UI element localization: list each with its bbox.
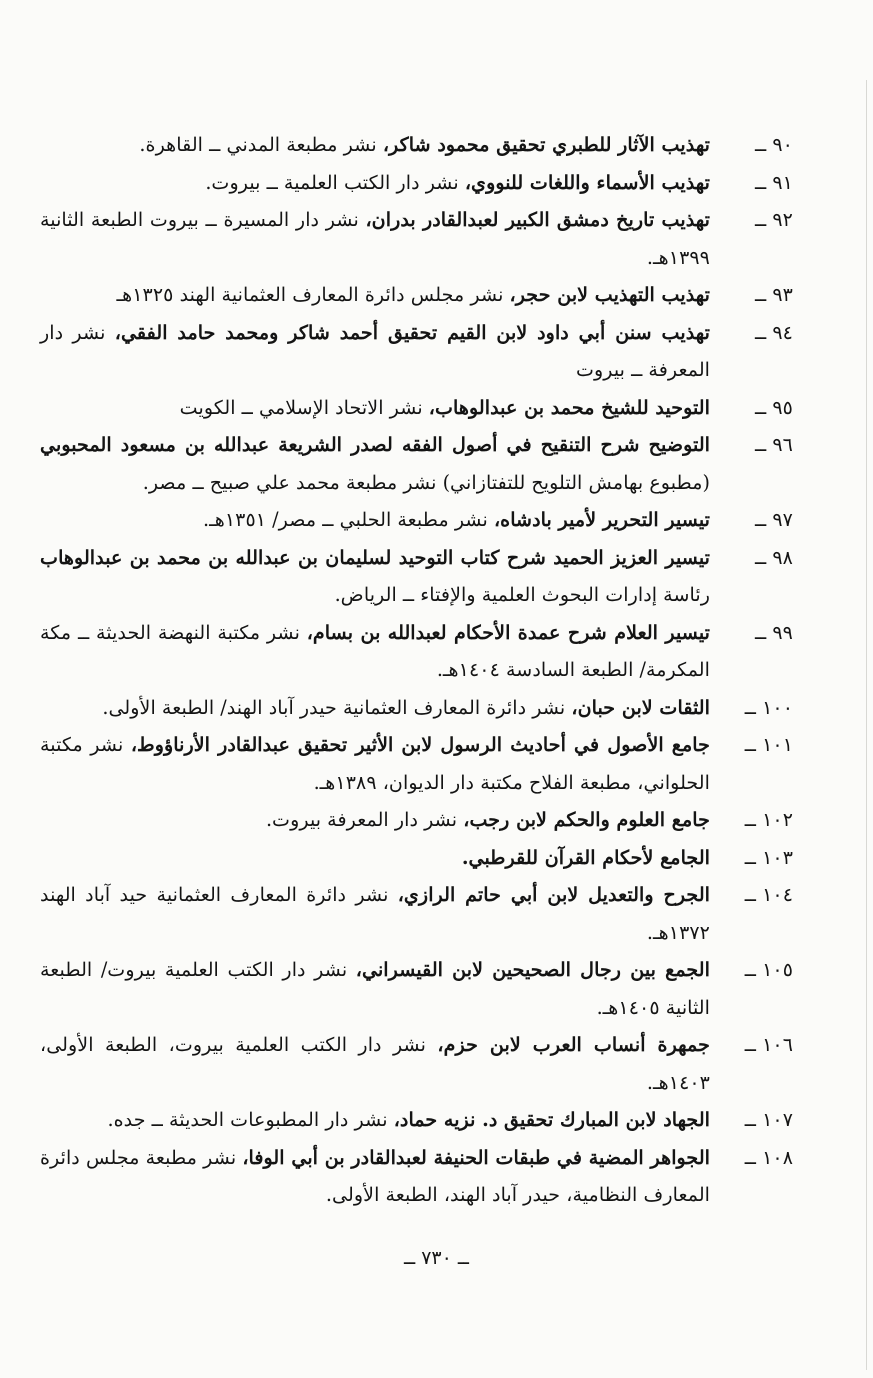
entry-title: التوضيح شرح التنقيح في أصول الفقه لصدر الشريعة عبدالله بن مسعود المحبوبي [40, 433, 710, 456]
entry-number: ٩٤ ــ [755, 320, 793, 344]
bibliography-entry [40, 876, 793, 951]
entry-number: ٩٩ ــ [755, 620, 793, 644]
entry-number: ١٠٧ ــ [744, 1108, 793, 1131]
entry-title: التوحيد للشيخ محمد بن عبدالوهاب، [428, 395, 710, 419]
bibliography-entry [40, 539, 793, 614]
bibliography-entry [40, 839, 793, 877]
entry-details: نشر دار المعرفة بيروت. [265, 808, 464, 831]
entry-details: نشر مطبعة الحلبي ــ مصر/ ١٣٥١هـ. [202, 508, 494, 531]
entry-number: ١٠١ ــ [744, 733, 793, 756]
entry-title: الجواهر المضية في طبقات الحنيفة لعبدالقادر بن أبي الوفا، [242, 1145, 710, 1169]
entry-title: تهذيب تاريخ دمشق الكبير لعبدالقادر بدران، [365, 208, 710, 231]
entry-title: تهذيب الأسماء واللغات للنووي، [464, 170, 710, 194]
entry-title: الجهاد لابن المبارك تحقيق د. نزيه حماد، [393, 1108, 710, 1131]
bibliography-entry [40, 1101, 793, 1139]
entry-details: نشر دار الكتب العلمية ــ بيروت. [205, 170, 465, 194]
entry-title: الجامع لأحكام القرآن للقرطبي. [461, 845, 710, 869]
bibliography-entry [40, 801, 793, 839]
entry-number: ٩٣ ــ [755, 283, 793, 306]
bibliography-entry [40, 164, 793, 202]
bibliography-entry [40, 614, 793, 689]
entry-title: تهذيب التهذيب لابن حجر، [509, 283, 710, 306]
entry-details: نشر دار المطبوعات الحديثة ــ جده. [107, 1108, 394, 1131]
entry-title: تهذيب الآثار للطبري تحقيق محمود شاكر، [382, 133, 710, 156]
entry-number: ٩٢ ــ [755, 208, 793, 231]
bibliography-entry [40, 951, 793, 1026]
bibliography-entry [40, 126, 793, 164]
bibliography-entry [40, 426, 793, 501]
bibliography-entry [40, 689, 793, 727]
bibliography-entry [40, 1026, 793, 1101]
entry-number: ١٠٥ ــ [744, 958, 793, 981]
entry-details: نشر دار المسيرة ــ بيروت الطبعة الثانية ١٣٩٩هـ. [40, 208, 710, 269]
entry-details: (مطبوع بهامش التلويح للتفتازاني) نشر مطبعة محمد علي صبيح ــ مصر. [142, 470, 710, 494]
entry-details: رئاسة إدارات البحوث العلمية والإفتاء ــ الرياض. [334, 583, 710, 606]
bibliography-entry [40, 501, 793, 539]
entry-number: ١٠٣ ــ [744, 845, 793, 869]
entry-title: تيسير العزيز الحميد شرح كتاب التوحيد لسليمان بن عبدالله بن محمد بن عبدالوهاب [40, 545, 710, 569]
entry-details: نشر دائرة المعارف العثمانية حيدر آباد الهند/ الطبعة الأولى. [102, 695, 572, 719]
entry-number: ١٠٦ ــ [744, 1033, 793, 1056]
bibliography-entry [40, 201, 793, 276]
bibliography-entry [40, 314, 793, 389]
entry-number: ١٠٤ ــ [744, 883, 793, 906]
entry-details: نشر مجلس دائرة المعارف العثمانية الهند ١٣٢٥هـ [116, 283, 510, 306]
page-edge-line [866, 80, 867, 1370]
entry-number: ١٠٨ ــ [744, 1145, 793, 1169]
entry-title: تهذيب سنن أبي داود لابن القيم تحقيق أحمد شاكر ومحمد حامد الفقي، [114, 320, 710, 344]
entry-title: الجمع بين رجال الصحيحين لابن القيسراني، [355, 958, 710, 981]
entry-number: ٩٧ ــ [755, 508, 793, 531]
entry-title: تيسير العلام شرح عمدة الأحكام لعبدالله بن بسام، [306, 620, 711, 644]
entry-number: ٩٨ ــ [755, 545, 793, 569]
entry-details: نشر مكتبة الحلواني، مطبعة الفلاح مكتبة دار الديوان، ١٣٨٩هـ. [40, 733, 710, 794]
entry-number: ٩٥ ــ [755, 395, 793, 419]
entry-details: نشر مكتبة النهضة الحديثة ــ مكة المكرمة/ الطبعة السادسة ١٤٠٤هـ. [40, 620, 710, 681]
entry-title: تيسير التحرير لأمير بادشاه، [493, 508, 710, 531]
entry-details: نشر الاتحاد الإسلامي ــ الكويت [179, 395, 429, 419]
bibliography-list [40, 126, 793, 1214]
entry-details: نشر دار الكتب العلمية بيروت، الطبعة الأولى، ١٤٠٣هـ. [40, 1033, 710, 1094]
bibliography-entry [40, 1139, 793, 1214]
bibliography-entry [40, 726, 793, 801]
entry-details: نشر دار المعرفة ــ بيروت [40, 320, 710, 381]
entry-number: ٩١ ــ [755, 170, 793, 194]
bibliography-entry [40, 389, 793, 427]
bibliography-entry [40, 276, 793, 314]
entry-number: ١٠٠ ــ [744, 695, 793, 719]
entry-details: نشر مطبعة المدني ــ القاهرة. [139, 133, 383, 156]
entry-details: نشر دار الكتب العلمية بيروت/ الطبعة الثانية ١٤٠٥هـ. [40, 958, 710, 1019]
entry-details: نشر مطبعة مجلس دائرة المعارف النظامية، حيدر آباد الهند، الطبعة الأولى. [40, 1145, 710, 1206]
entry-number: ٩٠ ــ [755, 133, 793, 156]
entry-number: ١٠٢ ــ [744, 808, 793, 831]
page-number: ــ ٧٣٠ ــ [404, 1247, 469, 1269]
entry-number: ٩٦ ــ [755, 433, 793, 456]
entry-title: جمهرة أنساب العرب لابن حزم، [437, 1033, 710, 1056]
entry-details: نشر دائرة المعارف العثمانية حيد آباد الهند ١٣٧٢هـ. [40, 883, 710, 944]
entry-title: الثقات لابن حبان، [571, 695, 710, 719]
entry-title: جامع العلوم والحكم لابن رجب، [463, 808, 710, 831]
entry-title: جامع الأصول في أحاديث الرسول لابن الأثير تحقيق عبدالقادر الأرناؤوط، [130, 733, 711, 756]
entry-title: الجرح والتعديل لابن أبي حاتم الرازي، [397, 883, 710, 906]
